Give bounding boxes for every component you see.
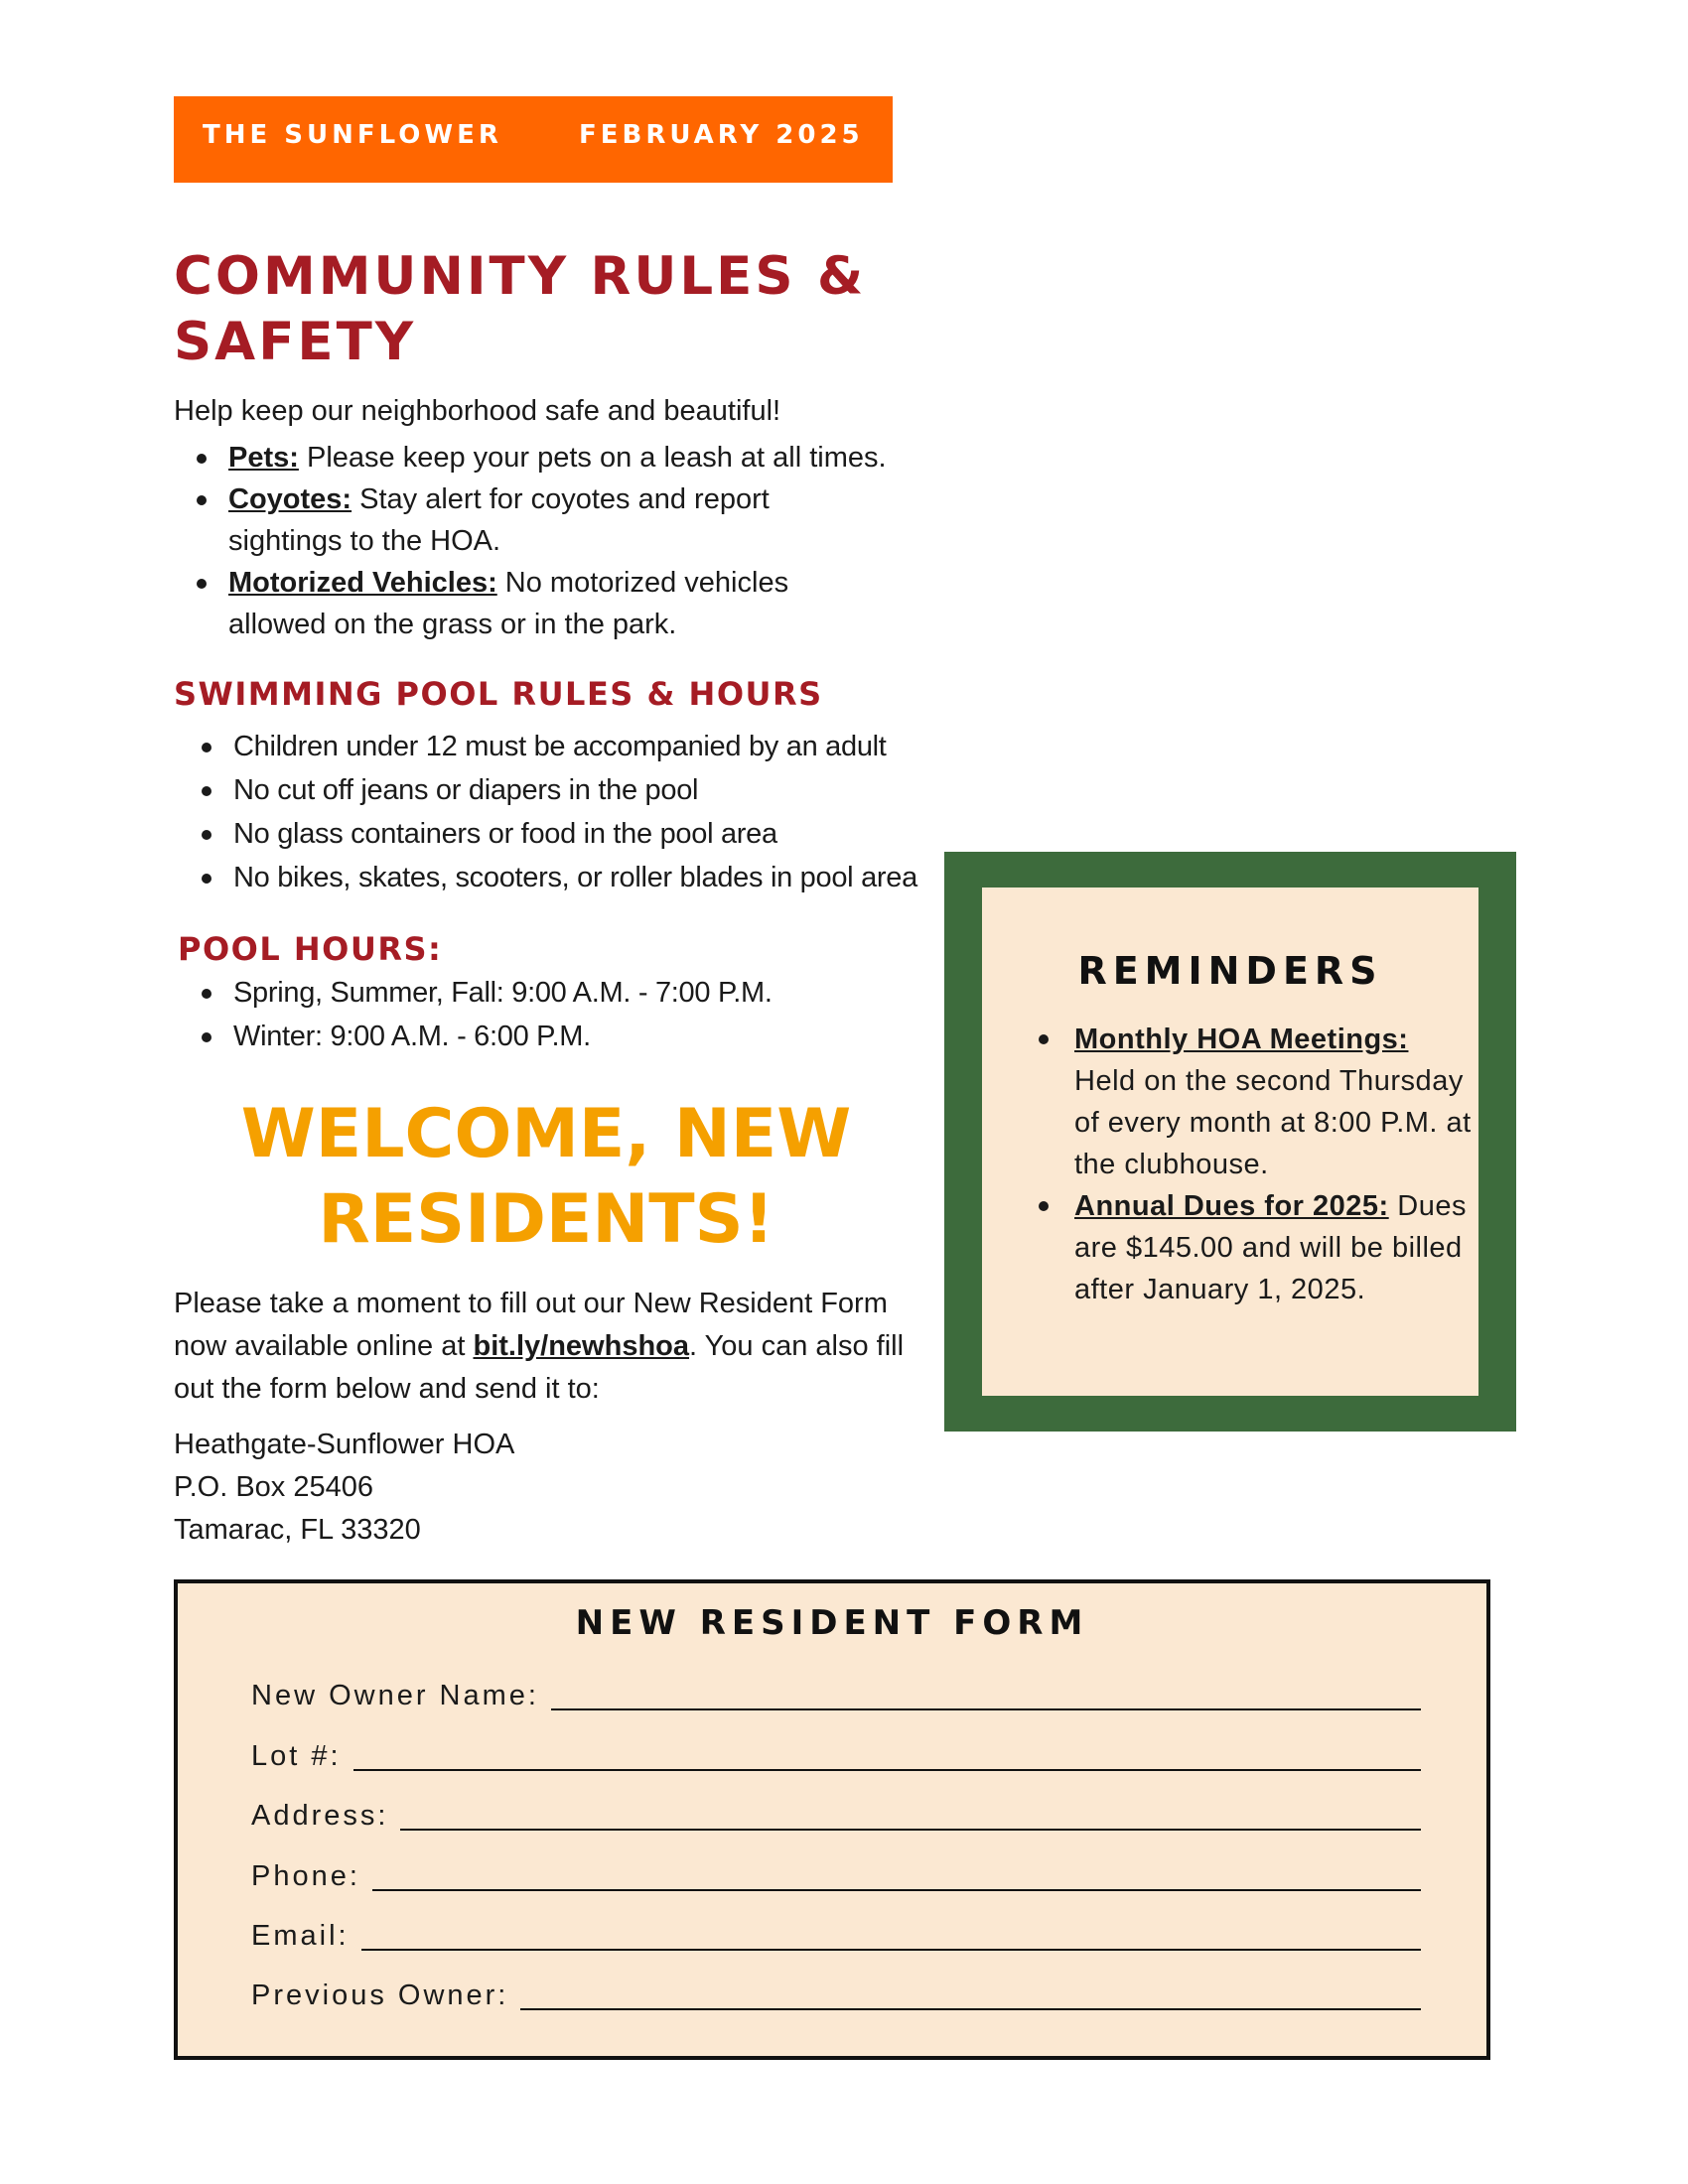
welcome-line-1: WELCOME, NEW (240, 1095, 852, 1173)
previous-owner-field[interactable] (251, 1969, 1421, 2012)
field-label: Phone: (251, 1860, 360, 1892)
rule-text: Please keep your pets on a leash at all times. (298, 442, 887, 474)
address-line: Tamarac, FL 33320 (174, 1514, 421, 1546)
phone-field[interactable] (251, 1849, 1421, 1893)
list-item (228, 562, 824, 645)
new-owner-name-field[interactable] (251, 1669, 1421, 1712)
fill-line[interactable] (361, 1948, 1421, 1951)
pool-hours-heading: POOL HOURS: (178, 930, 443, 968)
field-label: Address: (251, 1800, 389, 1832)
reminders-box (944, 852, 1516, 1432)
reminder-text: Held on the second Thursday of every month at 8:00 P.M. at the clubhouse. (1074, 1065, 1472, 1180)
mailing-address (174, 1424, 514, 1552)
rule-label: Motorized Vehicles: (228, 567, 497, 599)
email-field[interactable] (251, 1909, 1421, 1953)
rule-text: No motorized vehicles allowed on the grass or in the park. (228, 567, 789, 640)
reminder-label: Monthly HOA Meetings: (1074, 1024, 1409, 1055)
list-item (1074, 1019, 1472, 1185)
rules-intro: Help keep our neighborhood safe and beautiful! (174, 395, 781, 427)
list-item: No glass containers or food in the pool area (233, 812, 948, 856)
issue-date: FEBRUARY 2025 (579, 120, 864, 150)
fill-line[interactable] (372, 1888, 1421, 1891)
pool-hours-list (233, 971, 948, 1058)
fill-line[interactable] (353, 1768, 1421, 1771)
welcome-title (174, 1092, 918, 1263)
lot-number-field[interactable] (251, 1729, 1421, 1773)
welcome-text-before: Please take a moment to fill out our New Resident Form now available online at (174, 1288, 888, 1362)
reminders-heading: REMINDERS (1077, 949, 1383, 993)
welcome-line-2: RESIDENTS! (318, 1180, 774, 1259)
publication-name: THE SUNFLOWER (203, 120, 502, 150)
list-item: No bikes, skates, scooters, or roller blades in pool area (233, 856, 948, 899)
address-field[interactable] (251, 1789, 1421, 1833)
list-item: Spring, Summer, Fall: 9:00 A.M. - 7:00 P.M. (233, 971, 948, 1015)
community-rules-title (174, 244, 928, 375)
rule-text: Stay alert for coyotes and report sightings to the HOA. (228, 483, 770, 557)
title-line-1: COMMUNITY RULES & (174, 246, 867, 307)
field-label: New Owner Name: (251, 1680, 539, 1711)
welcome-text (174, 1283, 928, 1411)
list-item: No cut off jeans or diapers in the pool (233, 768, 948, 812)
address-line: P.O. Box 25406 (174, 1471, 374, 1503)
form-link[interactable]: bit.ly/newhshoa (473, 1330, 690, 1362)
list-item (1074, 1185, 1472, 1310)
reminders-panel (982, 887, 1478, 1396)
masthead-banner (174, 96, 893, 183)
fill-line[interactable] (551, 1707, 1421, 1710)
rule-label: Pets: (228, 442, 299, 474)
field-label: Previous Owner: (251, 1979, 509, 2011)
pool-rules-list (233, 725, 948, 899)
list-item (228, 437, 923, 478)
field-label: Lot #: (251, 1740, 342, 1772)
reminder-label: Annual Dues for 2025: (1074, 1190, 1389, 1222)
reminder-text: Dues are $145.00 and will be billed after January 1, 2025. (1074, 1190, 1467, 1305)
list-item: Winter: 9:00 A.M. - 6:00 P.M. (233, 1015, 948, 1058)
address-line: Heathgate-Sunflower HOA (174, 1429, 515, 1460)
community-rules-list (228, 437, 923, 645)
welcome-text-after: . You can also fill out the form below and send it to: (174, 1330, 905, 1405)
reminders-list (1074, 1019, 1472, 1310)
field-label: Email: (251, 1920, 350, 1952)
pool-rules-heading: SWIMMING POOL RULES & HOURS (174, 675, 823, 713)
form-heading: NEW RESIDENT FORM (575, 1603, 1089, 1643)
fill-line[interactable] (400, 1828, 1421, 1831)
rule-label: Coyotes: (228, 483, 352, 515)
new-resident-form (174, 1579, 1490, 2060)
title-line-2: SAFETY (174, 312, 417, 372)
fill-line[interactable] (520, 2007, 1421, 2010)
list-item: Children under 12 must be accompanied by an adult (233, 725, 948, 768)
list-item (228, 478, 824, 562)
